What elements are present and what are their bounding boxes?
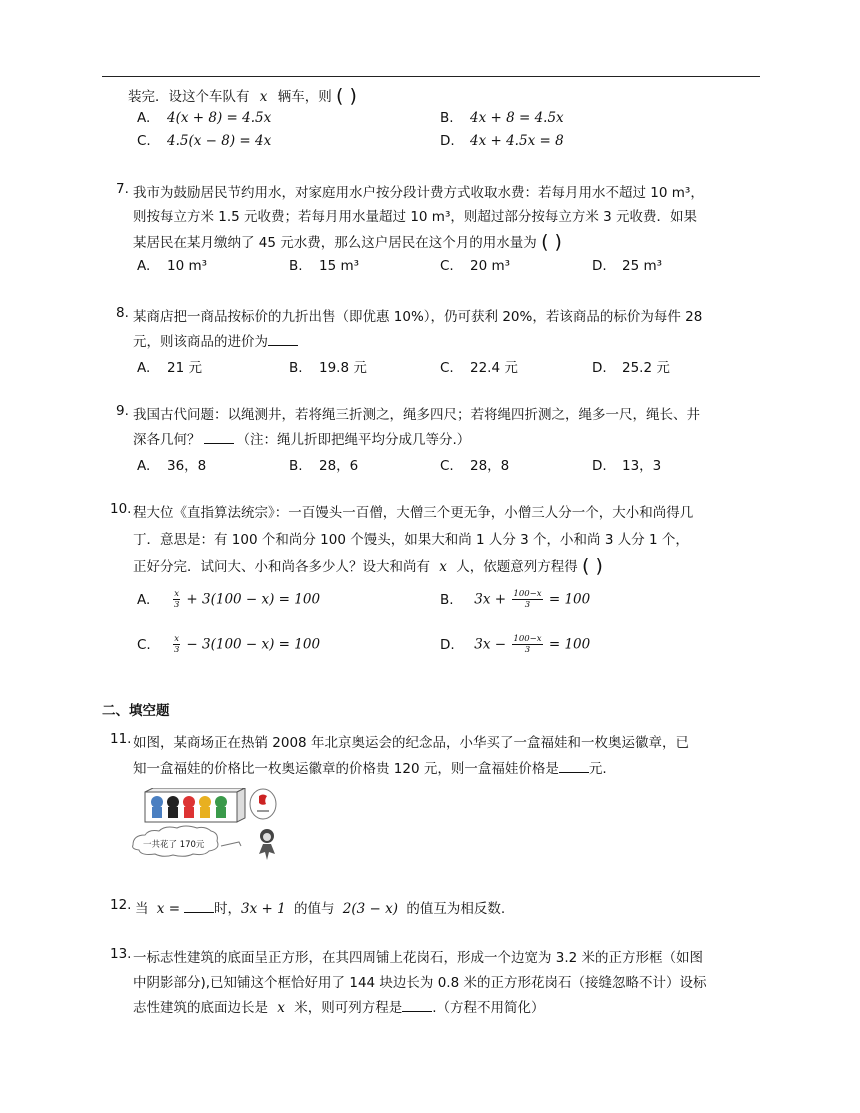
q12-answer-blank[interactable] <box>184 899 214 913</box>
q6-suffix: 辆车，则 <box>277 89 332 105</box>
q13-answer-blank[interactable] <box>402 998 432 1012</box>
option-text: 25.2 元 <box>622 360 670 376</box>
q6-option-b[interactable] <box>440 110 564 126</box>
option-text: 4.5(x − 8) = 4x <box>167 133 272 149</box>
q13-line2: 中阴影部分),已知铺这个框恰好用了 144 块边长为 0.8 米的正方形花岗石（接缝忽略不计）设标 <box>133 975 707 991</box>
option-text: 22.4 元 <box>470 360 518 376</box>
denominator: 3 <box>173 600 180 610</box>
q13-line1: 一标志性建筑的底面呈正方形，在其四周铺上花岗石，形成一个边宽为 3.2 米的正方形框（如图 <box>133 950 704 966</box>
q7-line3 <box>133 230 562 252</box>
section-title: 二、填空题 <box>102 703 170 719</box>
q10-option-d[interactable] <box>440 634 590 655</box>
q11-line2b: 元. <box>588 761 607 777</box>
option-label: B. <box>289 258 303 274</box>
q10-line3 <box>133 554 603 576</box>
option-label: C. <box>440 360 454 376</box>
q8-answer-blank[interactable] <box>268 332 298 346</box>
option-text: − 3(100 − x) = 100 <box>186 636 321 653</box>
option-label: D. <box>592 458 607 474</box>
q7-option-d[interactable] <box>592 258 662 274</box>
option-text: = 100 <box>548 591 591 608</box>
numerator: x <box>174 589 180 599</box>
option-label: A. <box>137 458 151 474</box>
option-text: 15 m³ <box>319 258 360 274</box>
option-label: B. <box>289 458 303 474</box>
fraction <box>512 634 542 655</box>
q11-line1: 如图，某商场正在热销 2008 年北京奥运会的纪念品，小华买了一盒福娃和一枚奥运徽章，已 <box>133 735 689 751</box>
q12-mid2: 的值与 <box>294 901 335 917</box>
option-label: B. <box>289 360 303 376</box>
q7-number: 7. <box>116 181 129 197</box>
option-text: 25 m³ <box>622 258 663 274</box>
option-text: 36，8 <box>167 458 207 474</box>
option-label: D. <box>592 258 607 274</box>
q10-option-b[interactable] <box>440 589 590 610</box>
q9-line1: 我国古代问题：以绳测井，若将绳三折测之，绳多四尺；若将绳四折测之，绳多一尺，绳长、井 <box>133 407 700 423</box>
denominator: 3 <box>524 645 531 655</box>
q13-line3a: 志性建筑的底面边长是 <box>133 1000 268 1016</box>
fraction <box>173 589 180 610</box>
option-label: C. <box>440 458 454 474</box>
q8-option-b[interactable] <box>289 356 367 376</box>
q10-line2: 丁．意思是：有 100 个和尚分 100 个馒头，如果大和尚 1 人分 3 个，小和尚 3 人分 1 个， <box>133 532 689 548</box>
q9-line2 <box>133 428 470 448</box>
option-text: 20 m³ <box>470 258 511 274</box>
q7-answer-paren[interactable]: ( ) <box>541 231 562 253</box>
q8-number: 8. <box>116 305 129 321</box>
numerator: 100−x <box>513 589 542 599</box>
q6-answer-paren[interactable]: ( ) <box>336 85 357 107</box>
q9-option-a[interactable] <box>137 454 206 474</box>
q8-option-d[interactable] <box>592 356 670 376</box>
q8-option-a[interactable] <box>137 356 202 376</box>
q10-answer-paren[interactable]: ( ) <box>582 555 603 577</box>
q11-number: 11. <box>110 731 132 747</box>
option-label: C. <box>137 133 151 149</box>
q11-illustration <box>129 788 289 863</box>
q10-line3b: 人，依题意列方程得 <box>456 559 578 575</box>
q7-option-a[interactable] <box>137 258 207 274</box>
q6-continuation <box>128 84 357 106</box>
q7-option-b[interactable] <box>289 258 359 274</box>
q7-option-c[interactable] <box>440 258 510 274</box>
q10-option-a[interactable] <box>137 589 320 610</box>
q10-number: 10. <box>110 501 132 517</box>
q12-post: 的值互为相反数. <box>406 901 506 917</box>
q10-var: x <box>439 559 447 575</box>
q12-expr1: 3x + 1 <box>241 901 286 917</box>
option-text: 28，8 <box>470 458 510 474</box>
q6-option-d[interactable] <box>440 133 564 149</box>
q12-pre: 当 <box>135 901 149 917</box>
q10-line1: 程大位《直指算法统宗》：一百馒头一百僧，大僧三个更无争，小僧三人分一个，大小和尚得几 <box>133 505 694 521</box>
option-label: D. <box>592 360 607 376</box>
q13-line3b: 米，则可列方程是 <box>294 1000 403 1016</box>
option-label: A. <box>137 110 151 126</box>
denominator: 3 <box>173 645 180 655</box>
numerator: 100−x <box>513 634 542 644</box>
option-pre: 3x − <box>474 636 507 653</box>
option-text: + 3(100 − x) = 100 <box>186 591 321 608</box>
q12-var: x = <box>156 901 181 917</box>
option-text: 13，3 <box>622 458 662 474</box>
q10-option-c[interactable] <box>137 634 320 655</box>
option-label: B. <box>440 110 454 126</box>
q8-line2 <box>133 330 298 350</box>
q9-answer-blank[interactable] <box>204 430 234 444</box>
option-text: 4(x + 8) = 4.5x <box>167 110 272 126</box>
q11-line2a: 知一盒福娃的价格比一枚奥运徽章的价格贵 120 元，则一盒福娃价格是 <box>133 761 559 777</box>
q6-option-a[interactable] <box>137 110 271 126</box>
header-rule <box>102 76 760 77</box>
q12-number: 12. <box>110 897 132 913</box>
denominator: 3 <box>524 600 531 610</box>
fuwa-box-image <box>129 788 289 863</box>
q7-line2: 则按每立方米 1.5 元收费；若每月用水量超过 10 m³，则超过部分按每立方米 3 元收费．如果 <box>133 209 698 225</box>
q6-text: 装完．设这个车队有 <box>128 89 250 105</box>
option-text: = 100 <box>548 636 591 653</box>
option-label: C. <box>137 636 151 653</box>
option-text: 21 元 <box>167 360 202 376</box>
q7-line3-text: 某居民在某月缴纳了 45 元水费，那么这户居民在这个月的用水量为 <box>133 235 537 251</box>
option-label: D. <box>440 636 455 653</box>
option-label: B. <box>440 591 454 608</box>
option-text: 10 m³ <box>167 258 208 274</box>
option-label: A. <box>137 258 151 274</box>
q9-line2a: 深各几何？ <box>133 432 201 448</box>
q13-line3c: .（方程不用简化） <box>432 1000 545 1016</box>
option-text: 28，6 <box>319 458 359 474</box>
q8-option-c[interactable] <box>440 356 518 376</box>
q11-speech-bubble-text: 一共花了 170元 <box>143 840 205 850</box>
q6-var: x <box>259 89 268 105</box>
q9-number: 9. <box>116 403 129 419</box>
q8-line2-text: 元，则该商品的进价为 <box>133 334 268 350</box>
q12-mid: 时， <box>214 901 242 917</box>
option-label: A. <box>137 591 151 608</box>
q12-expr2: 2(3 − x) <box>342 901 399 917</box>
q12-line <box>135 897 505 917</box>
option-label: D. <box>440 133 455 149</box>
q9-line2b: （注：绳儿折即把绳平均分成几等分.） <box>236 432 471 448</box>
option-text: 4x + 8 = 4.5x <box>470 110 564 126</box>
q7-line1: 我市为鼓励居民节约用水，对家庭用水户按分段计费方式收取水费：若每月用水不超过 10 m³， <box>133 185 704 201</box>
q13-number: 13. <box>110 946 132 962</box>
option-text: 4x + 4.5x = 8 <box>470 133 564 149</box>
q6-option-c[interactable] <box>137 133 271 149</box>
q10-line3-text: 正好分完．试问大、小和尚各多少人？设大和尚有 <box>133 559 430 575</box>
option-label: A. <box>137 360 151 376</box>
option-text: 19.8 元 <box>319 360 367 376</box>
q8-line1: 某商店把一商品按标价的九折出售（即优惠 10%），仍可获利 20%，若该商品的标价为每件 28 <box>133 309 703 325</box>
fraction <box>512 589 542 610</box>
q9-option-b[interactable] <box>289 454 358 474</box>
fraction <box>173 634 180 655</box>
q9-option-d[interactable] <box>592 454 661 474</box>
option-pre: 3x + <box>474 591 507 608</box>
q11-line2 <box>133 757 607 777</box>
q11-answer-blank[interactable] <box>559 759 589 773</box>
numerator: x <box>174 634 180 644</box>
q9-option-c[interactable] <box>440 454 509 474</box>
q13-line3 <box>133 996 545 1016</box>
option-label: C. <box>440 258 454 274</box>
q13-var: x <box>277 1000 285 1016</box>
